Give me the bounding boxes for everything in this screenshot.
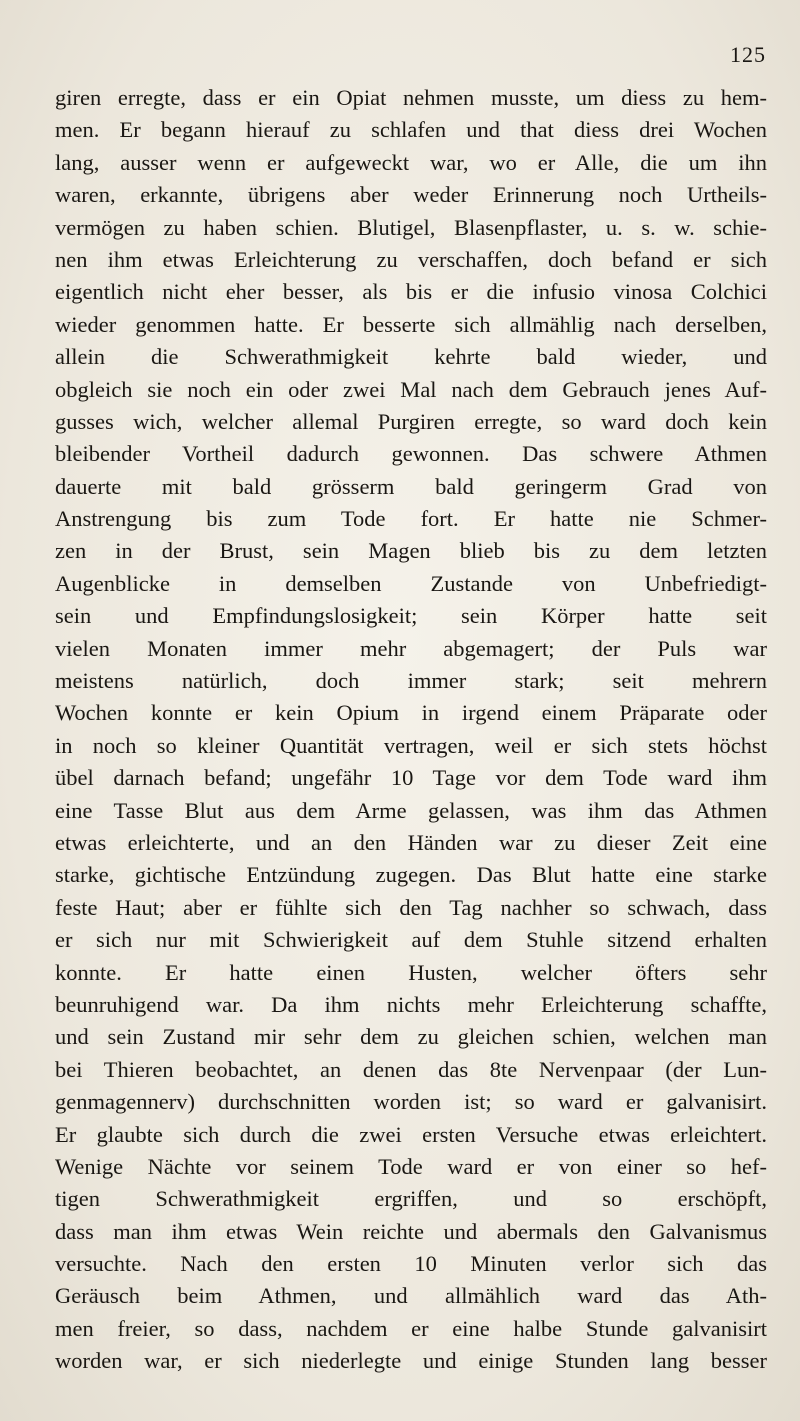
text-line: meistens natürlich, doch immer stark; seit mehrern [55, 668, 767, 694]
text-line: Wochen konnte er kein Opium in irgend einem Präparate oder [55, 700, 767, 726]
text-line: wieder genommen hatte. Er besserte sich allmählig nach derselben, [55, 311, 767, 337]
text-line: Wenige Nächte vor seinem Tode ward er von einer so hef- [55, 1153, 767, 1179]
text-line: Er glaubte sich durch die zwei ersten Versuche etwas erleichtert. [55, 1121, 767, 1147]
text-line: bei Thieren beobachtet, an denen das 8te Nervenpaar (der Lun- [55, 1056, 767, 1082]
text-line: men. Er begann hierauf zu schlafen und that diess drei Wochen [55, 117, 767, 143]
text-line: giren erregte, dass er ein Opiat nehmen musste, um diess zu hem- [55, 85, 767, 110]
text-line: in noch so kleiner Quantität vertragen, weil er sich stets höchst [55, 732, 767, 758]
text-line: lang, ausser wenn er aufgeweckt war, wo er Alle, die um ihn [55, 149, 767, 175]
text-line: gusses wich, welcher allemal Purgiren erregte, so ward doch kein [55, 408, 767, 434]
text-line: er sich nur mit Schwierigkeit auf dem Stuhle sitzend erhalten [55, 927, 767, 953]
body-text [55, 82, 767, 1378]
text-line: nen ihm etwas Erleichterung zu verschaffen, doch befand er sich [55, 246, 767, 272]
text-line: vermögen zu haben schien. Blutigel, Blasenpflaster, u. s. w. schie- [55, 214, 767, 240]
text-line: etwas erleichterte, und an den Händen war zu dieser Zeit eine [55, 829, 767, 855]
text-line: vielen Monaten immer mehr abgemagert; der Puls war [55, 635, 767, 661]
page-number: 125 [730, 42, 766, 67]
text-line: starke, gichtische Entzündung zugegen. Das Blut hatte eine starke [55, 862, 767, 888]
text-line: konnte. Er hatte einen Husten, welcher öfters sehr [55, 959, 767, 985]
text-line: eine Tasse Blut aus dem Arme gelassen, was ihm das Athmen [55, 797, 767, 823]
text-line: waren, erkannte, übrigens aber weder Erinnerung noch Urtheils- [55, 182, 767, 208]
text-line: Augenblicke in demselben Zustande von Unbefriedigt- [55, 570, 767, 596]
text-line: versuchte. Nach den ersten 10 Minuten verlor sich das [55, 1251, 767, 1277]
text-line: eigentlich nicht eher besser, als bis er die infusio vinosa Colchici [55, 279, 767, 305]
text-line: sein und Empfindungslosigkeit; sein Körper hatte seit [55, 603, 767, 629]
text-line: obgleich sie noch ein oder zwei Mal nach dem Gebrauch jenes Auf- [55, 376, 767, 402]
text-line: bleibender Vortheil dadurch gewonnen. Das schwere Athmen [55, 441, 767, 467]
text-line: zen in der Brust, sein Magen blieb bis zu dem letzten [55, 538, 767, 564]
text-line: dass man ihm etwas Wein reichte und abermals den Galvanismus [55, 1218, 767, 1244]
text-line: feste Haut; aber er fühlte sich den Tag nachher so schwach, dass [55, 894, 767, 920]
text-line: tigen Schwerathmigkeit ergriffen, und so erschöpft, [55, 1186, 767, 1212]
text-line: genmagennerv) durchschnitten worden ist; so ward er galvanisirt. [55, 1089, 767, 1115]
text-line: Geräusch beim Athmen, und allmählich ward das Ath- [55, 1283, 767, 1309]
text-line: allein die Schwerathmigkeit kehrte bald wieder, und [55, 344, 767, 370]
text-line: Anstrengung bis zum Tode fort. Er hatte nie Schmer- [55, 506, 767, 532]
text-line: dauerte mit bald grösserm bald geringerm Grad von [55, 473, 767, 499]
text-line: übel darnach befand; ungefähr 10 Tage vor dem Tode ward ihm [55, 765, 767, 791]
text-line: worden war, er sich niederlegte und einige Stunden lang besser [55, 1348, 767, 1374]
text-line: men freier, so dass, nachdem er eine halbe Stunde galvanisirt [55, 1315, 767, 1341]
text-line: und sein Zustand mir sehr dem zu gleichen schien, welchen man [55, 1024, 767, 1050]
text-line: beunruhigend war. Da ihm nichts mehr Erleichterung schaffte, [55, 991, 767, 1017]
